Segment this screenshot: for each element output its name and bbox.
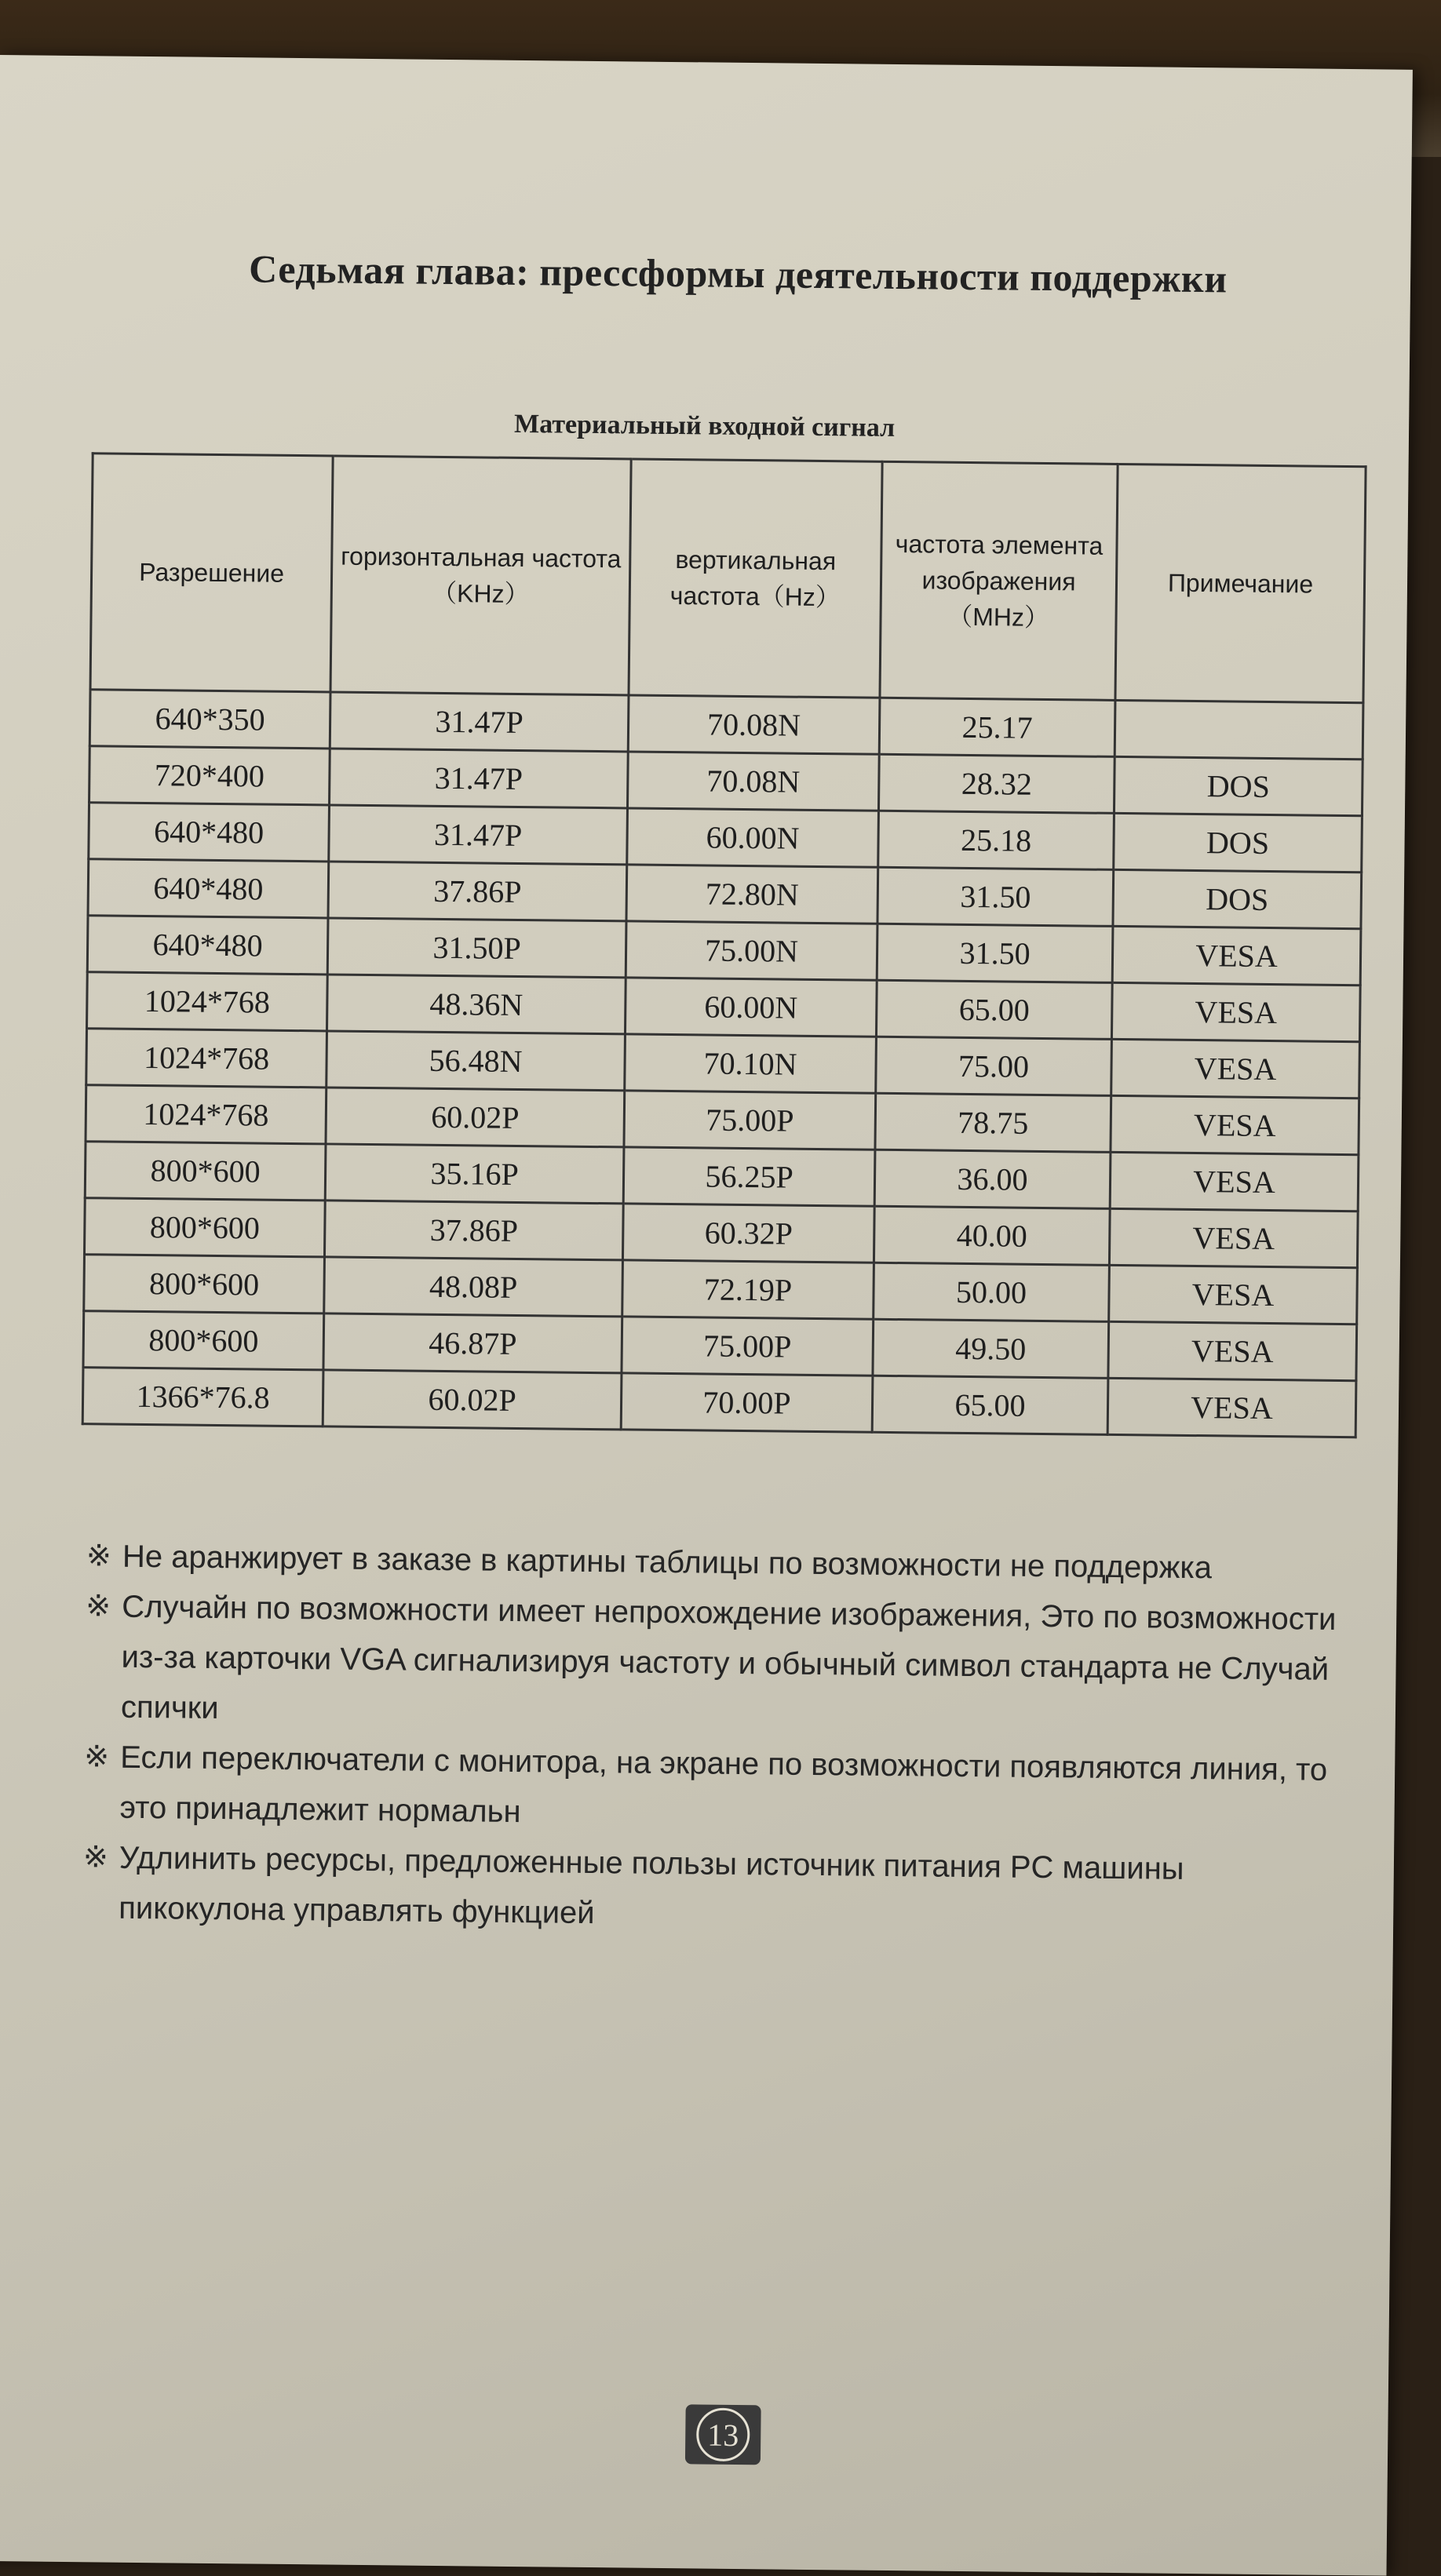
cell-horizontal: 46.87P: [323, 1314, 622, 1373]
cell-resolution: 800*600: [84, 1255, 325, 1314]
cell-note: VESA: [1109, 1208, 1358, 1267]
cell-vertical: 60.00N: [625, 978, 877, 1037]
note-item: [82, 1832, 1339, 1946]
cell-resolution: 640*480: [88, 859, 329, 918]
cell-pixel-clock: 36.00: [874, 1150, 1111, 1208]
cell-note: VESA: [1109, 1265, 1358, 1324]
cell-horizontal: 37.86P: [328, 862, 627, 921]
cell-resolution: 720*400: [89, 746, 330, 805]
cell-resolution: 800*600: [83, 1311, 324, 1370]
cell-pixel-clock: 65.00: [872, 1375, 1108, 1434]
cell-note: DOS: [1114, 813, 1363, 872]
cell-vertical: 60.32P: [622, 1204, 874, 1262]
cell-note: VESA: [1107, 1378, 1356, 1437]
cell-pixel-clock: 31.50: [877, 924, 1113, 982]
cell-note: VESA: [1112, 926, 1361, 985]
cell-horizontal: 35.16P: [325, 1144, 624, 1204]
cell-pixel-clock: 49.50: [873, 1319, 1109, 1378]
cell-vertical: 70.00P: [621, 1373, 873, 1432]
table-caption: Материальный входной сигнал: [513, 409, 896, 443]
note-text: Если переключатели с монитора, на экране по возможности появляются линия, то это принадлежит нормальн: [119, 1740, 1328, 1830]
cell-resolution: 1366*76.8: [82, 1368, 323, 1426]
cell-horizontal: 60.02P: [323, 1370, 622, 1430]
cell-note: VESA: [1111, 1095, 1359, 1154]
note-item: [85, 1581, 1342, 1745]
cell-vertical: 70.08N: [628, 695, 880, 754]
cell-horizontal: 48.36N: [327, 975, 626, 1034]
note-text: Не аранжирует в заказе в картины таблицы по возможности не поддержка: [122, 1539, 1213, 1586]
header-pixel-clock: частота элемента изображения （MHz）: [880, 461, 1118, 700]
cell-note: VESA: [1111, 982, 1360, 1041]
cell-horizontal: 31.47P: [330, 692, 629, 752]
cell-note: [1114, 700, 1363, 759]
table-header-row: [90, 454, 1366, 703]
cell-vertical: 56.25P: [623, 1147, 875, 1206]
cell-pixel-clock: 40.00: [874, 1206, 1110, 1265]
cell-vertical: 70.08N: [627, 752, 879, 811]
cell-vertical: 72.80N: [626, 865, 878, 924]
header-resolution: Разрешение: [90, 454, 333, 692]
cell-resolution: 1024*768: [86, 1029, 327, 1088]
cell-vertical: 75.00P: [624, 1091, 876, 1150]
cell-note: VESA: [1108, 1321, 1357, 1380]
cell-resolution: 1024*768: [86, 1085, 327, 1144]
cell-pixel-clock: 78.75: [875, 1093, 1111, 1152]
cell-horizontal: 31.50P: [327, 918, 626, 978]
cell-vertical: 75.00P: [622, 1317, 874, 1375]
reference-mark-icon: ※: [86, 1590, 111, 1623]
note-text: Удлинить ресурсы, предложенные пользы источник питания PC машины пикокулона управлять функцией: [119, 1840, 1184, 1931]
note-item: [83, 1732, 1340, 1845]
cell-resolution: 800*600: [85, 1142, 326, 1201]
header-horizontal-frequency: горизонтальная частота（KHz）: [330, 456, 631, 695]
cell-pixel-clock: 65.00: [876, 980, 1112, 1039]
cell-resolution: 800*600: [84, 1198, 325, 1257]
cell-pixel-clock: 28.32: [878, 754, 1114, 813]
cell-horizontal: 48.08P: [324, 1257, 623, 1317]
cell-horizontal: 56.48N: [327, 1031, 626, 1091]
cell-horizontal: 60.02P: [326, 1088, 625, 1147]
cell-note: VESA: [1110, 1152, 1359, 1211]
table-body: [82, 690, 1363, 1437]
cell-resolution: 640*350: [89, 690, 330, 749]
cell-horizontal: 37.86P: [324, 1201, 623, 1260]
cell-pixel-clock: 25.17: [879, 698, 1115, 756]
cell-note: DOS: [1114, 756, 1363, 815]
header-note: Примечание: [1115, 464, 1366, 702]
cell-note: VESA: [1111, 1039, 1360, 1098]
reference-mark-icon: ※: [84, 1740, 110, 1774]
cell-note: DOS: [1113, 869, 1362, 928]
cell-pixel-clock: 31.50: [877, 867, 1114, 926]
cell-vertical: 72.19P: [622, 1260, 874, 1319]
page-number-badge: [685, 2404, 761, 2465]
cell-vertical: 70.10N: [625, 1034, 877, 1093]
reference-mark-icon: ※: [82, 1841, 109, 1875]
cell-pixel-clock: 50.00: [874, 1262, 1110, 1321]
page-number: 13: [696, 2407, 750, 2461]
signal-table: [82, 452, 1367, 1438]
note-text: Случайн по возможности имеет непрохождение изображения, Это по возможности из-за карточки VGA сигнализируя частоту и обычный символ стандарта не Случай спички: [120, 1589, 1337, 1726]
page-title: Седьмая глава: прессформы деятельности поддержки: [248, 246, 1228, 301]
reference-mark-icon: ※: [86, 1539, 112, 1573]
notes-list: [82, 1531, 1342, 1946]
cell-resolution: 1024*768: [87, 972, 328, 1031]
header-vertical-frequency: вертикальная частота（Hz）: [629, 459, 882, 698]
cell-resolution: 640*480: [89, 803, 330, 862]
cell-vertical: 75.00N: [626, 921, 877, 980]
cell-horizontal: 31.47P: [329, 805, 628, 865]
cell-pixel-clock: 25.18: [878, 811, 1114, 869]
cell-resolution: 640*480: [87, 916, 328, 975]
cell-vertical: 60.00N: [627, 808, 879, 867]
cell-pixel-clock: 75.00: [876, 1037, 1112, 1095]
cell-horizontal: 31.47P: [330, 749, 629, 808]
manual-page: [0, 55, 1413, 2576]
